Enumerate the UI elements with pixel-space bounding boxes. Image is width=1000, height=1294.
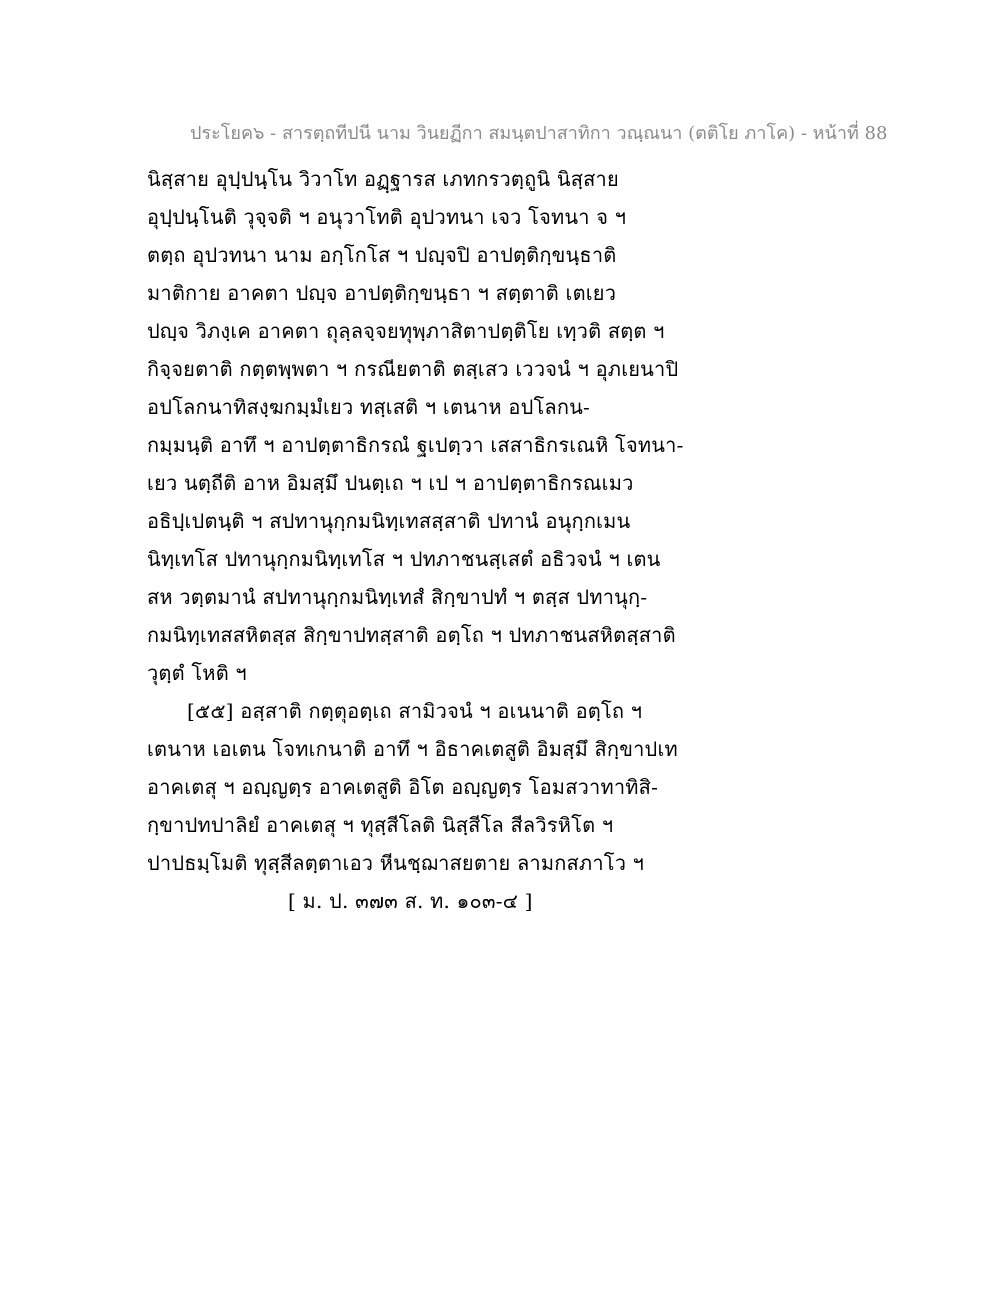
text-line: มาติกาย อาคตา ปญฺจ อาปตฺติกฺขนฺธา ฯ สตฺตาติ เตเยว bbox=[147, 281, 617, 305]
text-line: อปโลกนาทิสงฺฆกมฺมํเยว ทสฺเสติ ฯ เตนาห อปโลกน- bbox=[147, 395, 591, 419]
text-line: กมนิทฺเทสสหิตสฺส สิกฺขาปทสฺสาติ อตฺโถ ฯ ปทภาชนสหิตสฺสาติ bbox=[147, 623, 676, 647]
text-line: อาคเตสุ ฯ อญฺญตฺร อาคเตสูติ อิโต อญฺญตฺร โอมสวาทาทิสิ- bbox=[147, 775, 659, 799]
page-header: ประโยค๖ - สารตฺถทีปนี นาม วินยฏีกา สมนฺตปาสาทิกา วณฺณนา (ตติโย ภาโค) - หน้าที่ 88 bbox=[190, 123, 888, 144]
text-line: ปญฺจ วิภงฺเค อาคตา ถุลฺลจฺจยทุพฺภาสิตาปตฺติโย เทฺวติ สตฺต ฯ bbox=[147, 319, 665, 343]
text-line: อธิปฺเปตนฺติ ฯ สปทานุกฺกมนิทฺเทสสฺสาติ ปทานํ อนุกฺกเมน bbox=[147, 509, 631, 533]
text-line: เตนาห เอเตน โจทเกนาติ อาทึ ฯ อิธาคเตสูติ อิมสฺมึ สิกฺขาปเท bbox=[147, 737, 678, 761]
paragraph-start-line: [๕๕] อสฺสาติ กตฺตุอตฺเถ สามิวจนํ ฯ อเนนาติ อตฺโถ ฯ bbox=[187, 699, 643, 723]
text-line: กฺขาปทปาลิยํ อาคเตสุ ฯ ทุสฺสีโลติ นิสฺสีโล สีลวิรหิโต ฯ bbox=[147, 813, 614, 837]
text-line: อุปฺปนฺโนติ วุจฺจติ ฯ อนุวาโทติ อุปวทนา เจว โจทนา จ ฯ bbox=[147, 205, 627, 229]
text-line: นิทฺเทโส ปทานุกฺกมนิทฺเทโส ฯ ปทภาชนสฺเสตํ อธิวจนํ ฯ เตน bbox=[147, 547, 661, 571]
text-line: สห วตฺตมานํ สปทานุกฺกมนิทฺเทสํ สิกฺขาปทํ ฯ ตสฺส ปทานุกฺ- bbox=[147, 585, 648, 609]
text-line: เยว นตฺถีติ อาห อิมสฺมึ ปนตฺเถ ฯ เป ฯ อาปตฺตาธิกรณเมว bbox=[147, 471, 634, 495]
text-line: นิสฺสาย อุปฺปนฺโน วิวาโท อฏฺฐารส เภทกรวตฺถูนิ นิสฺสาย bbox=[147, 167, 619, 191]
text-line: ตตฺถ อุปวทนา นาม อกฺโกโส ฯ ปญฺจปิ อาปตฺติกฺขนฺธาติ bbox=[147, 243, 617, 267]
text-line: วุตฺตํ โหติ ฯ bbox=[147, 661, 247, 685]
reference-line: [ ม. ป. ๓๗๓ ส. ท. ๑๐๓-๔ ] bbox=[288, 889, 533, 913]
body-text bbox=[147, 160, 707, 920]
text-line: กิจฺจยตาติ กตฺตพฺพตา ฯ กรณียตาติ ตสฺเสว เววจนํ ฯ อุภเยนาปิ bbox=[147, 357, 679, 381]
text-line: ปาปธมฺโมติ ทุสฺสีลตฺตาเอว หีนชฺฌาสยตาย ลามกสภาโว ฯ bbox=[147, 851, 645, 875]
text-line: กมฺมนฺติ อาทึ ฯ อาปตฺตาธิกรณํ ฐเปตฺวา เสสาธิกรเณหิ โจทนา- bbox=[147, 433, 684, 457]
